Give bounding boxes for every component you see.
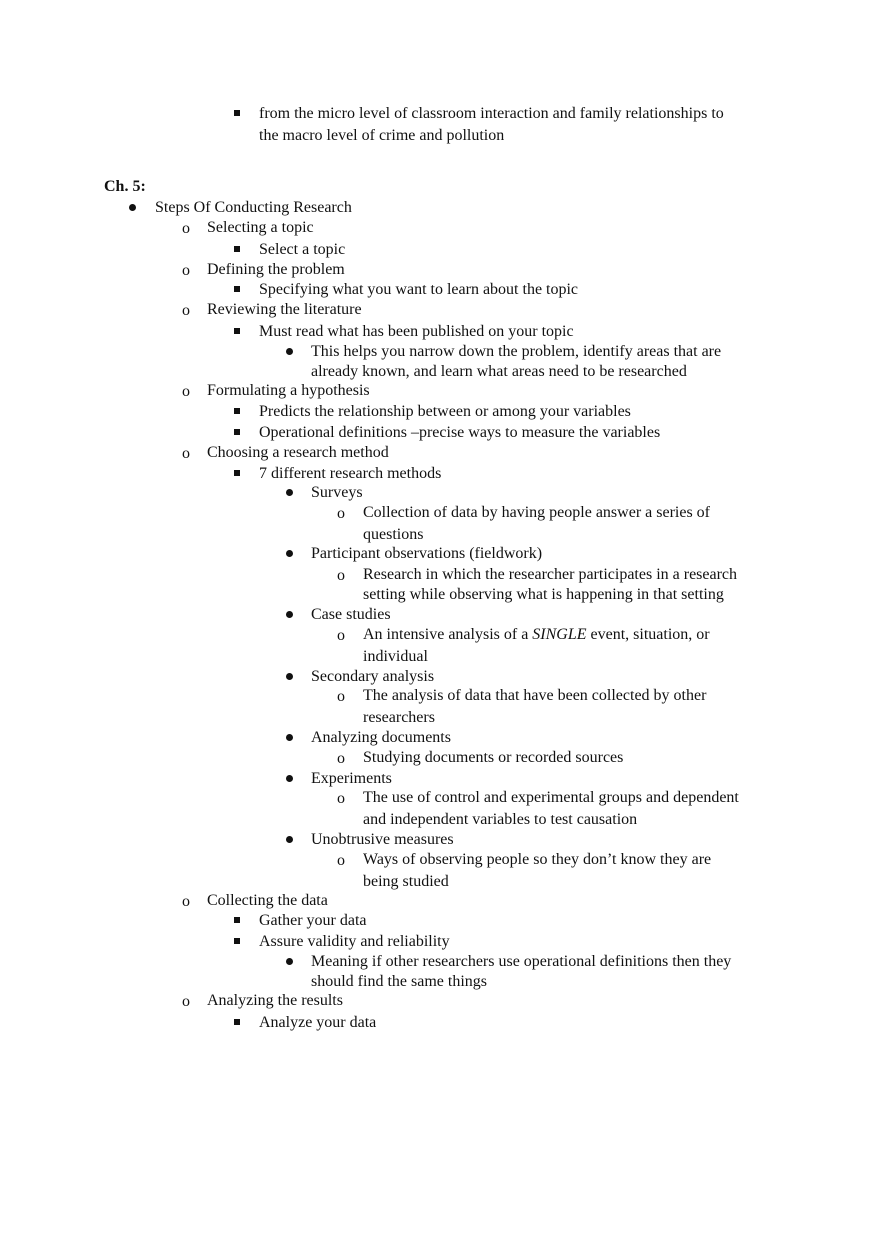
step-title: Formulating a hypothesis	[207, 382, 370, 399]
circle-bullet-icon: o	[337, 627, 345, 644]
method-desc: The use of control and experimental groups and dependent	[363, 789, 739, 806]
square-bullet-icon	[234, 328, 240, 334]
step-item: Select a topic	[259, 241, 346, 258]
bullet-icon	[286, 673, 293, 680]
bullet-icon	[286, 836, 293, 843]
square-bullet-icon	[234, 408, 240, 414]
step-item: Must read what has been published on your topic	[259, 323, 574, 340]
intro-line-1: from the micro level of classroom interaction and family relationships to	[259, 105, 724, 122]
method-desc: being studied	[363, 873, 449, 890]
square-bullet-icon	[234, 1019, 240, 1025]
step-item: Predicts the relationship between or among your variables	[259, 403, 631, 420]
square-bullet-icon	[234, 917, 240, 923]
step-item: Analyze your data	[259, 1014, 377, 1031]
method-desc	[363, 625, 710, 645]
chapter-heading: Ch. 5:	[104, 178, 146, 195]
bullet-icon	[286, 489, 293, 496]
square-bullet-icon	[234, 110, 240, 116]
bullet-icon	[286, 550, 293, 557]
circle-bullet-icon: o	[337, 505, 345, 522]
circle-bullet-icon: o	[182, 893, 190, 910]
main-bullet-text: Steps Of Conducting Research	[155, 199, 352, 216]
circle-bullet-icon: o	[337, 688, 345, 705]
method-name: Secondary analysis	[311, 668, 435, 685]
method-desc: and independent variables to test causation	[363, 811, 638, 828]
circle-bullet-icon: o	[182, 445, 190, 462]
circle-bullet-icon: o	[337, 750, 345, 767]
circle-bullet-icon: o	[182, 993, 190, 1010]
detail-line: should find the same things	[311, 973, 487, 990]
circle-bullet-icon: o	[182, 302, 190, 319]
square-bullet-icon	[234, 246, 240, 252]
detail-line: This helps you narrow down the problem, identify areas that are	[311, 343, 722, 360]
step-item: Gather your data	[259, 912, 367, 929]
bullet-icon	[286, 611, 293, 618]
circle-bullet-icon: o	[337, 852, 345, 869]
method-desc: setting while observing what is happening in that setting	[363, 586, 724, 603]
desc-text: event, situation, or	[586, 626, 710, 643]
step-title: Reviewing the literature	[207, 301, 362, 318]
circle-bullet-icon: o	[337, 567, 345, 584]
method-desc: Collection of data by having people answer a series of	[363, 504, 710, 521]
method-desc: questions	[363, 526, 424, 543]
square-bullet-icon	[234, 286, 240, 292]
method-desc: The analysis of data that have been collected by other	[363, 687, 707, 704]
step-title: Collecting the data	[207, 892, 328, 909]
detail-line: already known, and learn what areas need to be researched	[311, 363, 687, 380]
circle-bullet-icon: o	[182, 383, 190, 400]
step-item: Assure validity and reliability	[259, 933, 450, 950]
step-item: Specifying what you want to learn about the topic	[259, 281, 579, 298]
circle-bullet-icon: o	[182, 220, 190, 237]
method-name: Analyzing documents	[311, 729, 451, 746]
square-bullet-icon	[234, 470, 240, 476]
step-item: Operational definitions –precise ways to measure the variables	[259, 424, 661, 441]
intro-line-2: the macro level of crime and pollution	[259, 127, 505, 144]
method-name: Experiments	[311, 770, 392, 787]
method-desc: researchers	[363, 709, 435, 726]
bullet-icon	[286, 348, 293, 355]
step-title: Defining the problem	[207, 261, 345, 278]
bullet-icon	[286, 775, 293, 782]
method-name: Participant observations (fieldwork)	[311, 545, 543, 562]
step-title: Selecting a topic	[207, 219, 314, 236]
step-title: Analyzing the results	[207, 992, 343, 1009]
desc-text: An intensive analysis of a	[363, 626, 533, 643]
circle-bullet-icon: o	[337, 790, 345, 807]
bullet-icon	[129, 204, 136, 211]
method-desc: Studying documents or recorded sources	[363, 749, 624, 766]
square-bullet-icon	[234, 938, 240, 944]
method-desc: Research in which the researcher participates in a research	[363, 566, 738, 583]
bullet-icon	[286, 958, 293, 965]
detail-line: Meaning if other researchers use operational definitions then they	[311, 953, 732, 970]
step-item: 7 different research methods	[259, 465, 442, 482]
method-name: Case studies	[311, 606, 391, 623]
bullet-icon	[286, 734, 293, 741]
method-desc: Ways of observing people so they don’t know they are	[363, 851, 712, 868]
method-desc: individual	[363, 648, 428, 665]
emphasis-text: SINGLE	[532, 626, 587, 643]
method-name: Surveys	[311, 484, 363, 501]
circle-bullet-icon: o	[182, 262, 190, 279]
step-title: Choosing a research method	[207, 444, 389, 461]
square-bullet-icon	[234, 429, 240, 435]
method-name: Unobtrusive measures	[311, 831, 454, 848]
